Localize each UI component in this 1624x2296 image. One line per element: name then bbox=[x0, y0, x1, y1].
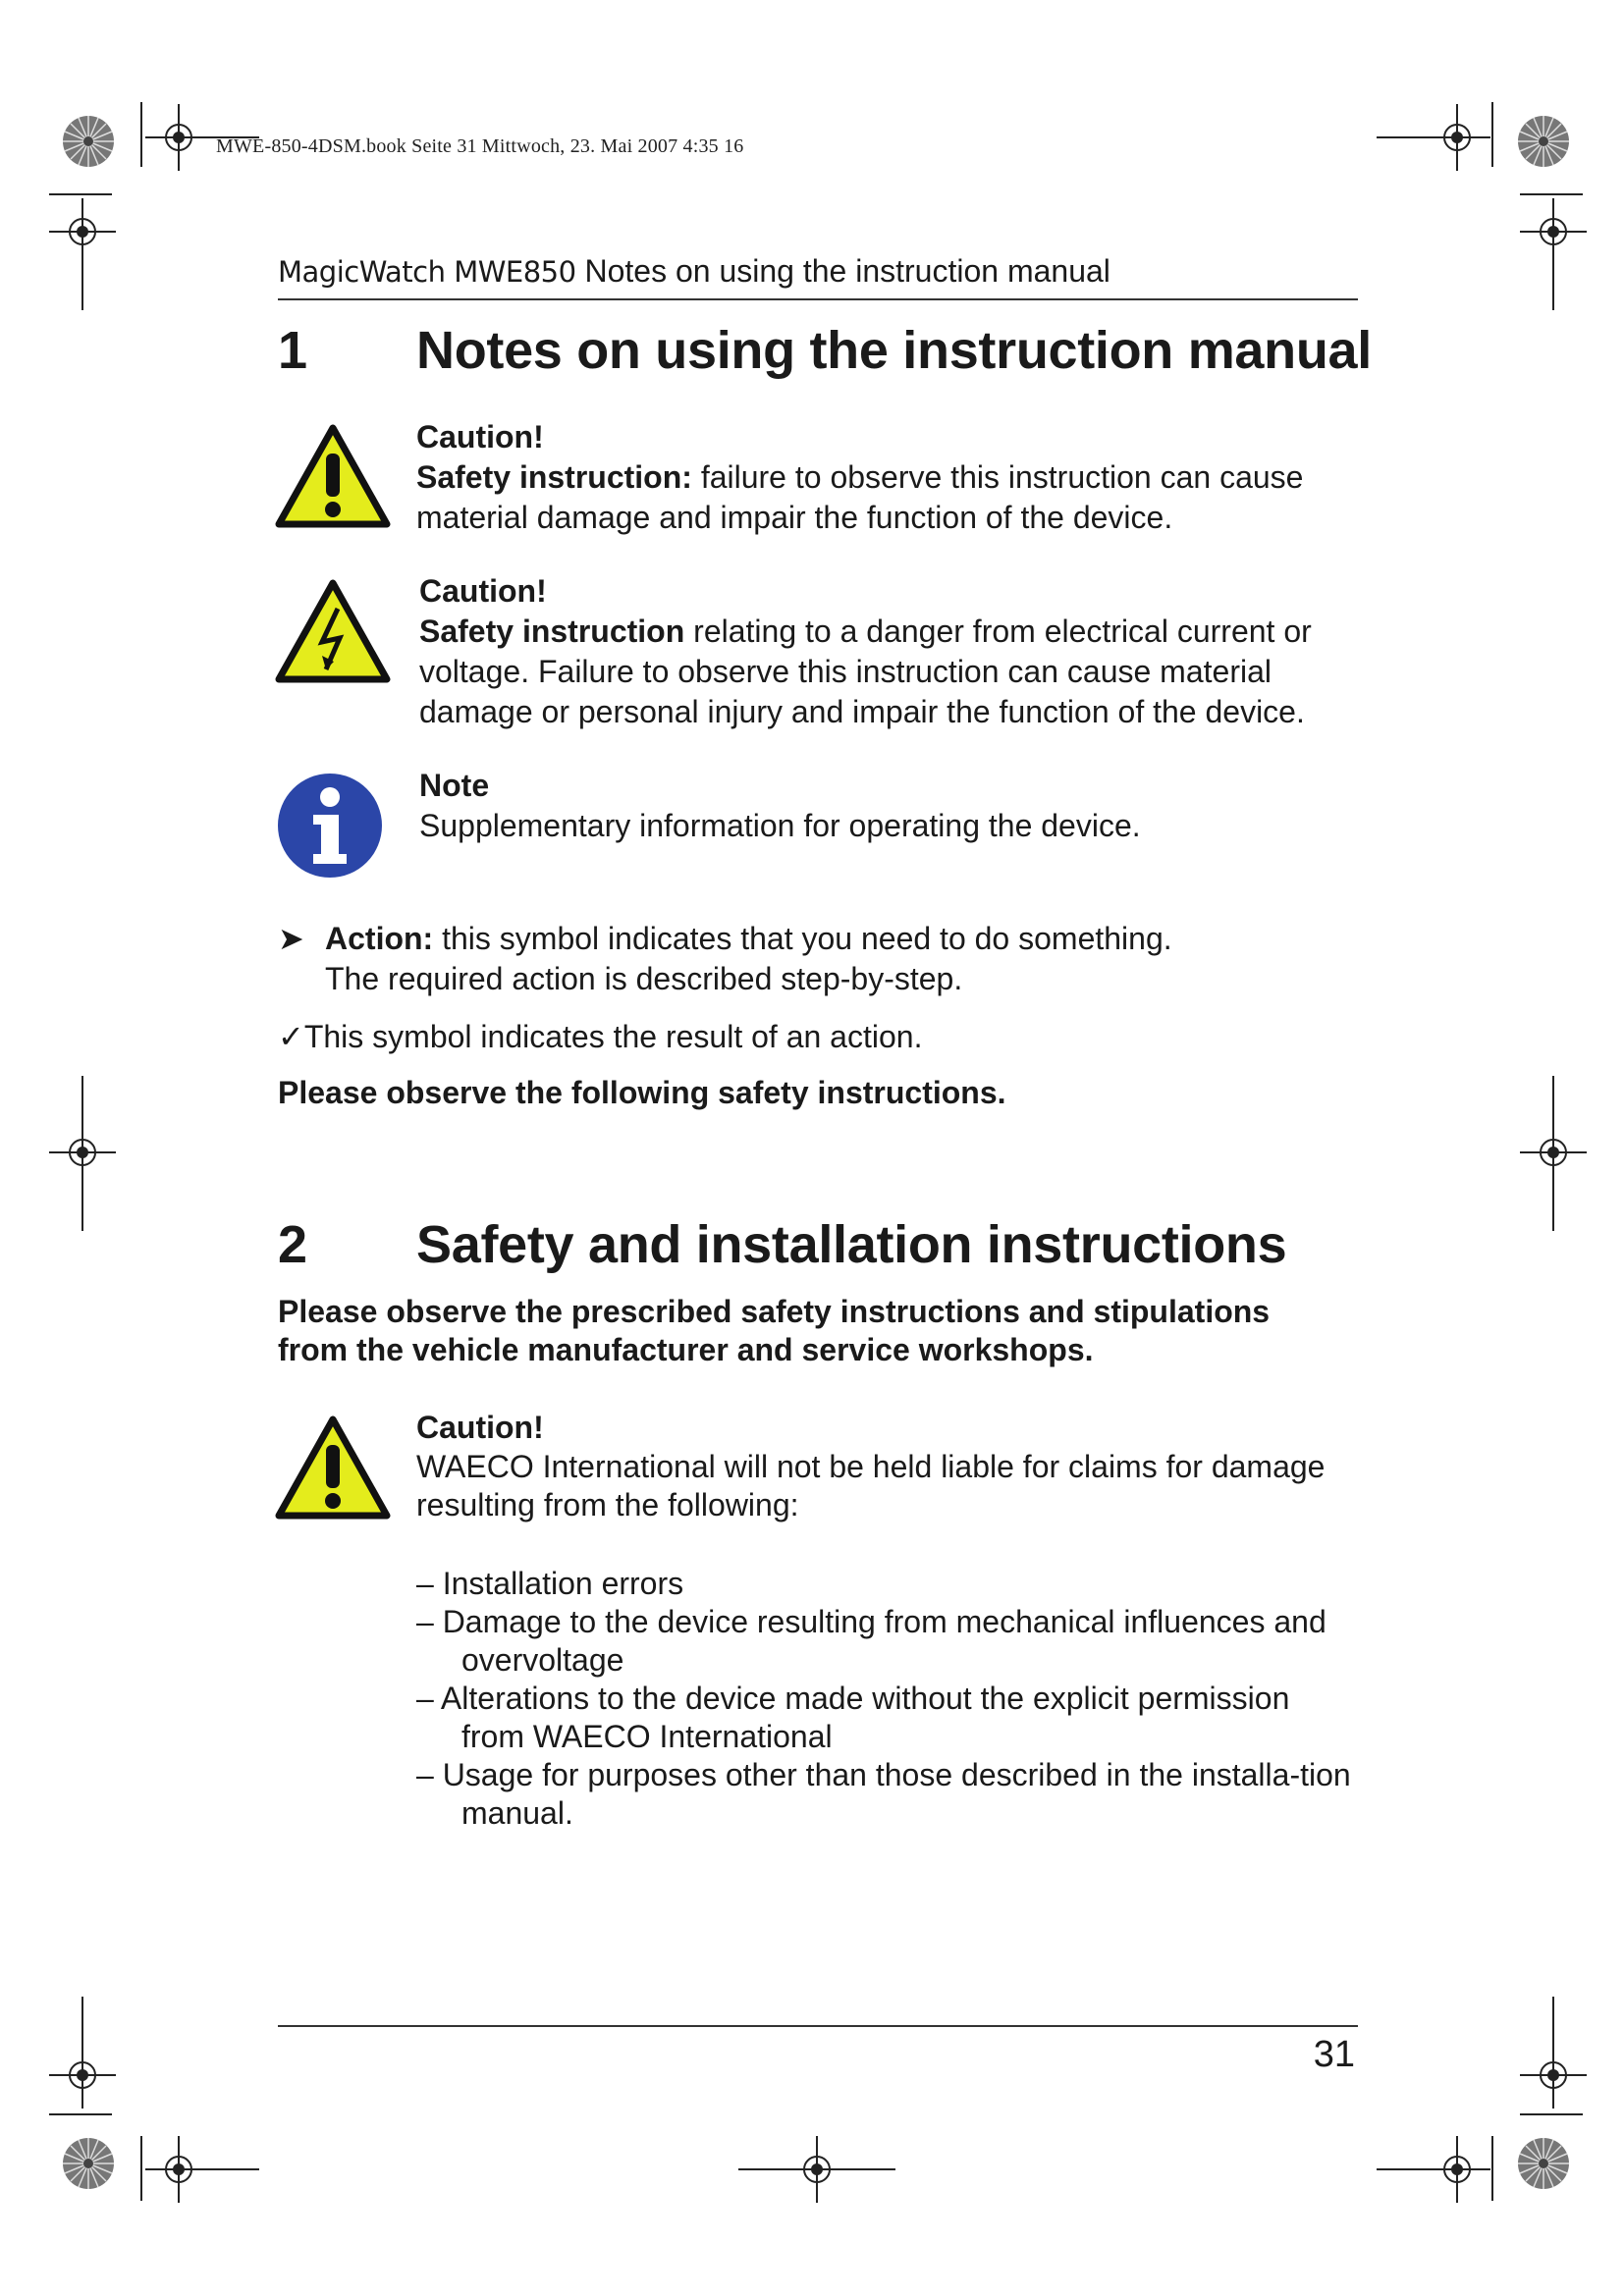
action-label: Action: bbox=[325, 921, 434, 956]
list-item: – Installation errors bbox=[416, 1566, 684, 1601]
note-block bbox=[419, 766, 1362, 846]
caution-text bbox=[419, 612, 1362, 732]
result-description bbox=[278, 1017, 1358, 1057]
print-info-line: MWE-850-4DSM.book Seite 31 Mittwoch, 23. Mai 2007 4:35 16 bbox=[216, 135, 744, 157]
caution-liability bbox=[416, 1408, 1359, 1524]
info-icon bbox=[276, 772, 384, 884]
caution-safety-instruction bbox=[416, 417, 1359, 538]
note-heading: Note bbox=[419, 768, 490, 803]
list-item: – Alterations to the device made without the explicit permission from WAECO International bbox=[416, 1681, 1290, 1754]
caution-body: WAECO International will not be held liable for claims for damage resulting from the following: bbox=[416, 1449, 1326, 1522]
brand-name: MagicWatch MWE850 bbox=[278, 255, 576, 289]
caution-label: Safety instruction: bbox=[416, 459, 692, 495]
caution-text bbox=[416, 457, 1359, 538]
section-2-intro: Please observe the prescribed safety instructions and stipulations from the vehicle manufacturer and service workshops. bbox=[278, 1294, 1271, 1367]
electric-hazard-icon bbox=[275, 579, 391, 688]
action-description bbox=[278, 919, 1358, 999]
list-item: – Usage for purposes other than those described in the installa-tion manual. bbox=[416, 1757, 1351, 1831]
action-line-2: The required action is described step-by-step. bbox=[325, 961, 963, 996]
section-2-number: 2 bbox=[278, 1215, 308, 1274]
caution-heading: Caution! bbox=[419, 573, 547, 609]
note-text: Supplementary information for operating the device. bbox=[419, 808, 1141, 843]
result-text: This symbol indicates the result of an action. bbox=[303, 1019, 923, 1054]
page-number: 31 bbox=[1313, 2034, 1355, 2075]
caution-label: Safety instruction bbox=[419, 614, 685, 649]
arrow-icon: ➤ bbox=[278, 921, 304, 956]
checkmark-icon: ✓ bbox=[278, 1019, 304, 1054]
section-1-number: 1 bbox=[278, 321, 308, 380]
caution-electrical bbox=[419, 571, 1362, 732]
running-header bbox=[278, 253, 1358, 290]
section-1-title: Notes on using the instruction manual bbox=[416, 321, 1372, 380]
running-header-title: Notes on using the instruction manual bbox=[584, 253, 1110, 289]
liability-list bbox=[416, 1565, 1359, 1833]
warning-triangle-icon bbox=[275, 424, 391, 533]
warning-triangle-icon bbox=[275, 1415, 391, 1524]
header-rule bbox=[278, 298, 1358, 300]
observe-instructions: Please observe the following safety instructions. bbox=[278, 1075, 1006, 1110]
caution-heading: Caution! bbox=[416, 1410, 544, 1445]
caution-body: failure to observe this instruction can cause material damage and impair the function of the device. bbox=[416, 459, 1304, 535]
section-2-title: Safety and installation instructions bbox=[416, 1215, 1287, 1274]
action-line bbox=[278, 919, 1358, 959]
caution-heading: Caution! bbox=[416, 419, 544, 454]
action-text: this symbol indicates that you need to do something. bbox=[433, 921, 1172, 956]
footer-rule bbox=[278, 2025, 1358, 2027]
list-item: – Damage to the device resulting from mechanical influences and overvoltage bbox=[416, 1604, 1326, 1678]
caution-body: relating to a danger from electrical current or voltage. Failure to observe this instruction can cause material damage or personal injury and impair the function of the device. bbox=[419, 614, 1312, 729]
